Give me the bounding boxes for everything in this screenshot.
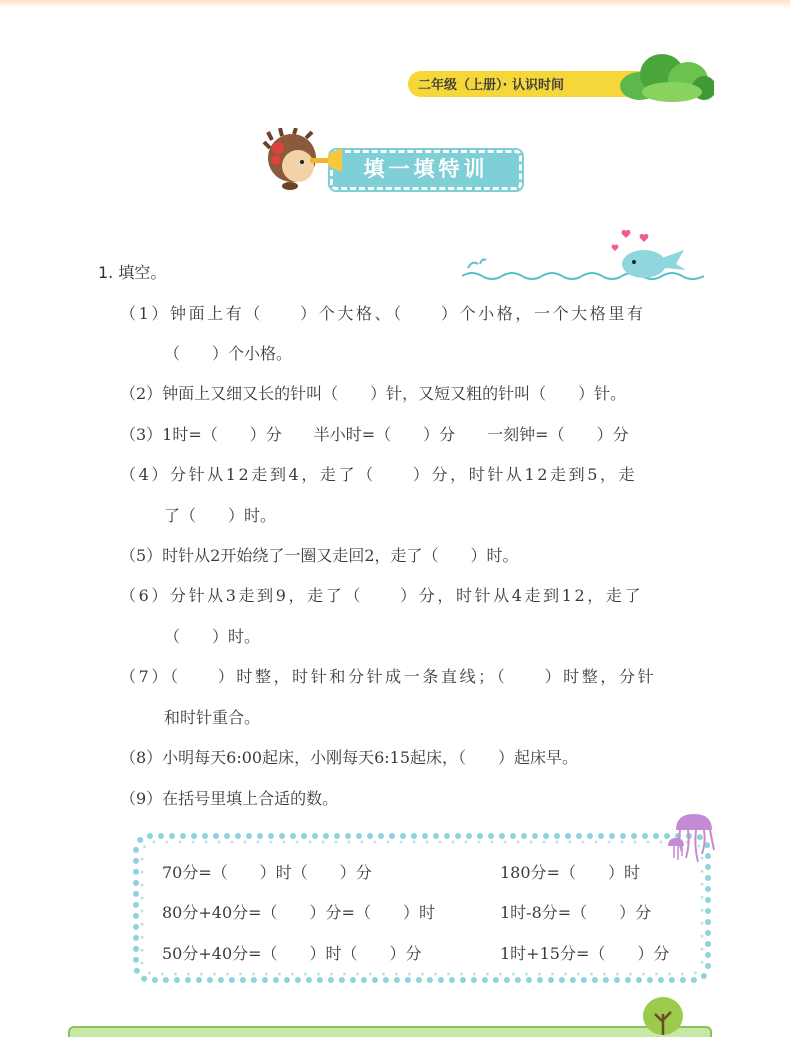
question-line: （9）在括号里填上合适的数。 bbox=[120, 789, 339, 808]
exercise-item: 80分+40分=（ ）分=（ ）时 bbox=[162, 903, 435, 922]
question-line: 和时针重合。 bbox=[164, 708, 261, 727]
question-line: （3）1时=（ ）分 半小时=（ ）分 一刻钟=（ ）分 bbox=[120, 425, 629, 444]
page-title: 填一填特训 bbox=[363, 157, 489, 181]
top-edge bbox=[0, 0, 790, 8]
exercise-item: 70分=（ ）时（ ）分 bbox=[162, 863, 372, 882]
jellyfish-icon bbox=[668, 812, 730, 868]
exercise-item: 1时+15分=（ ）分 bbox=[500, 944, 670, 963]
bottom-bar bbox=[68, 1026, 712, 1037]
tree-icon bbox=[640, 996, 686, 1035]
question-line: （6）分针从3走到9，走了（ ）分，时针从4走到12，走了 bbox=[120, 586, 644, 605]
trees-icon bbox=[618, 50, 714, 102]
whale-icon bbox=[462, 224, 704, 286]
question-line: （5）时针从2开始绕了一圈又走回2，走了（ ）时。 bbox=[120, 546, 519, 565]
question-line: （ ）个小格。 bbox=[164, 344, 293, 363]
question-line: （4）分针从12走到4，走了（ ）分，时针从12走到5，走 bbox=[120, 465, 638, 484]
header-label: 二年级（上册）· 认识时间 bbox=[418, 78, 564, 93]
exercise-item: 180分=（ ）时 bbox=[500, 863, 640, 882]
question-line: （2）钟面上又细又长的针叫（ ）针，又短又粗的针叫（ ）针。 bbox=[120, 384, 627, 403]
exercise-item: 1时-8分=（ ）分 bbox=[500, 903, 652, 922]
question-heading: 1. 填空。 bbox=[98, 263, 167, 282]
question-line: （1）钟面上有（ ）个大格、（ ）个小格，一个大格里有 bbox=[120, 304, 646, 323]
exercise-item: 50分+40分=（ ）时（ ）分 bbox=[162, 944, 422, 963]
question-line: （7）（ ）时整，时针和分针成一条直线；（ ）时整，分针 bbox=[120, 667, 657, 686]
hedgehog-trumpet-icon bbox=[262, 128, 344, 192]
question-line: （ ）时。 bbox=[164, 627, 261, 646]
question-line: 了（ ）时。 bbox=[164, 506, 277, 525]
question-line: （8）小明每天6:00起床，小刚每天6:15起床，（ ）起床早。 bbox=[120, 748, 579, 767]
